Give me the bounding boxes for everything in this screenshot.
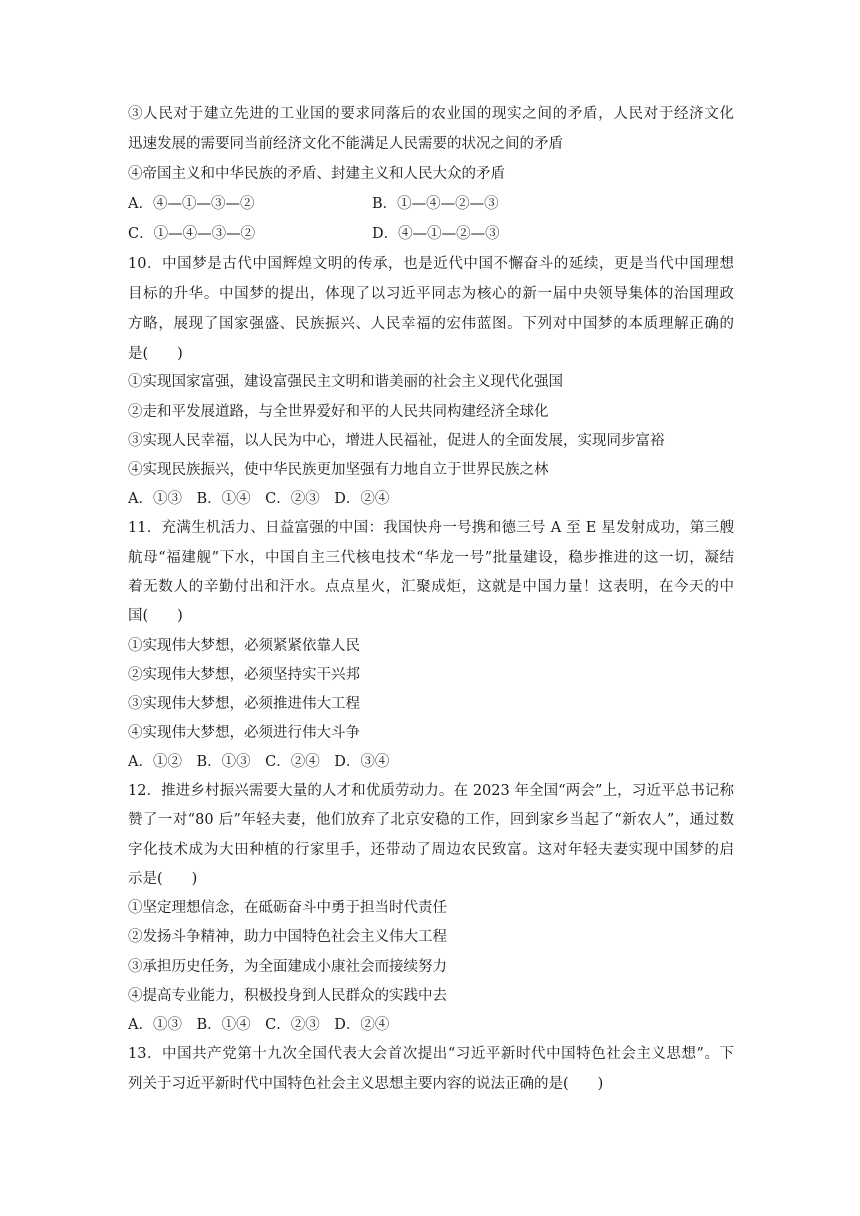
q12-stem-line4: 示是( ) bbox=[128, 871, 198, 887]
q12-stem-line3: 字化技术成为大田种植的行家里手，还带动了周边农民致富。这对年轻夫妻实现中国梦的启 bbox=[128, 842, 734, 858]
q13-stem-line2: 列关于习近平新时代中国特色社会主义思想主要内容的说法正确的是( ) bbox=[128, 1076, 604, 1092]
q12-item1: ①坚定理想信念，在砥砺奋斗中勇于担当时代责任 bbox=[128, 900, 447, 916]
q12-stem-line1: 12．推进乡村振兴需要大量的人才和优质劳动力。在 2023 年全国“两会”上，习近平总书记称 bbox=[128, 783, 734, 799]
q10-item4: ④实现民族振兴，使中华民族更加坚强有力地自立于世界民族之林 bbox=[128, 462, 549, 478]
q11-stem-line1: 11．充满生机活力、日益富强的中国：我国快舟一号携和德三号 A 至 E 星发射成功，第三艘 bbox=[128, 520, 734, 536]
q9-option-d: D．④—①—②—③ bbox=[372, 226, 500, 242]
q10-stem-line4: 是( ) bbox=[128, 346, 183, 362]
q13-stem-line1: 13．中国共产党第十九次全国代表大会首次提出“习近平新时代中国特色社会主义思想”。下 bbox=[128, 1046, 734, 1062]
q11-stem-line2: 航母“福建舰”下水，中国自主三代核电技术“华龙一号”批量建设，稳步推进的这一切，凝结 bbox=[128, 550, 734, 566]
q10-item1: ①实现国家富强，建设富强民主文明和谐美丽的社会主义现代化强国 bbox=[128, 374, 563, 390]
q9-item3-line2: 迅速发展的需要同当前经济文化不能满足人民需要的状况之间的矛盾 bbox=[128, 136, 563, 152]
q11-item1: ①实现伟大梦想，必须紧紧依靠人民 bbox=[128, 638, 360, 654]
q10-options: A．①③ B．①④ C．②③ D．②④ bbox=[128, 491, 390, 507]
q10-item2: ②走和平发展道路，与全世界爱好和平的人民共同构建经济全球化 bbox=[128, 404, 549, 420]
q10-stem-line2: 目标的升华。中国梦的提出，体现了以习近平同志为核心的新一届中央领导集体的治国理政 bbox=[128, 286, 734, 302]
q11-item3: ③实现伟大梦想，必须推进伟大工程 bbox=[128, 696, 360, 712]
q11-stem-line4: 国( ) bbox=[128, 608, 183, 624]
q9-option-b: B．①—④—②—③ bbox=[372, 196, 499, 212]
q11-item4: ④实现伟大梦想，必须进行伟大斗争 bbox=[128, 725, 360, 741]
q11-item2: ②实现伟大梦想，必须坚持实干兴邦 bbox=[128, 667, 360, 683]
q9-item3-line1: ③人民对于建立先进的工业国的要求同落后的农业国的现实之间的矛盾，人民对于经济文化 bbox=[128, 106, 734, 122]
q12-item2: ②发扬斗争精神，助力中国特色社会主义伟大工程 bbox=[128, 929, 447, 945]
q11-stem-line3: 着无数人的辛勤付出和汗水。点点星火，汇聚成炬，这就是中国力量！这表明，在今天的中 bbox=[128, 579, 734, 595]
q12-options: A．①③ B．①④ C．②③ D．②④ bbox=[128, 1017, 390, 1033]
q11-options: A．①② B．①③ C．②④ D．③④ bbox=[128, 754, 390, 770]
q12-item3: ③承担历史任务，为全面建成小康社会而接续努力 bbox=[128, 959, 447, 975]
q12-stem-line2: 赞了一对“80 后”年轻夫妻，他们放弃了北京安稳的工作，回到家乡当起了“新农人”，通过数 bbox=[128, 812, 734, 828]
q10-stem-line1: 10．中国梦是古代中国辉煌文明的传承，也是近代中国不懈奋斗的延续，更是当代中国理想 bbox=[128, 256, 734, 272]
q12-item4: ④提高专业能力，积极投身到人民群众的实践中去 bbox=[128, 988, 447, 1004]
q10-item3: ③实现人民幸福，以人民为中心，增进人民福祉，促进人的全面发展，实现同步富裕 bbox=[128, 433, 665, 449]
q9-option-a: A．④—①—③—② bbox=[128, 196, 255, 212]
q9-option-c: C．①—④—③—② bbox=[128, 226, 256, 242]
q9-item4: ④帝国主义和中华民族的矛盾、封建主义和人民大众的矛盾 bbox=[128, 166, 505, 182]
q10-stem-line3: 方略，展现了国家强盛、民族振兴、人民幸福的宏伟蓝图。下列对中国梦的本质理解正确的 bbox=[128, 316, 734, 332]
